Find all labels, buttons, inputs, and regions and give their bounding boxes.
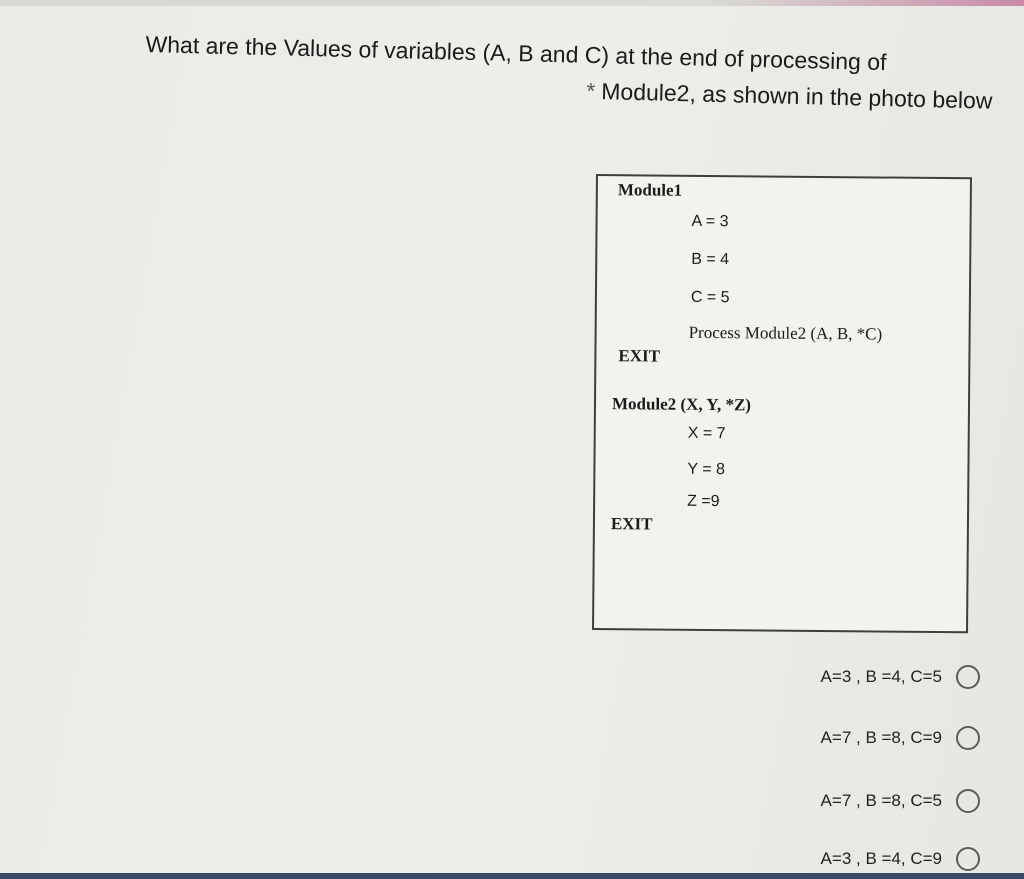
- module2-header: Module2 (X, Y, *Z): [611, 394, 752, 415]
- bottom-border-strip: [0, 873, 1024, 879]
- module1-exit: EXIT: [618, 346, 661, 366]
- answer-option-1-radio[interactable]: [956, 665, 980, 689]
- answer-option-3-label: A=7 , B =8, C=5: [820, 791, 942, 810]
- answer-option-4-radio[interactable]: [956, 847, 980, 871]
- question-line-2-text: Module2, as shown in the photo below: [601, 78, 993, 114]
- module1-line-a: A = 3: [691, 212, 729, 231]
- module2-line-x: X = 7: [687, 424, 726, 443]
- answer-option-2[interactable]: [700, 722, 980, 754]
- answer-option-4-label: A=3 , B =4, C=9: [820, 849, 942, 868]
- answer-option-2-radio[interactable]: [956, 726, 980, 750]
- answer-option-4[interactable]: [700, 843, 980, 875]
- required-marker: *: [586, 77, 596, 104]
- module2-exit: EXIT: [610, 514, 653, 534]
- question-image-code-box: [592, 174, 972, 633]
- module1-line-b: B = 4: [691, 250, 730, 269]
- top-border-strip: [0, 0, 1024, 6]
- module1-header: Module1: [617, 180, 683, 200]
- answer-option-2-label: A=7 , B =8, C=9: [820, 728, 942, 747]
- answer-option-3[interactable]: [700, 785, 980, 817]
- module1-line-c: C = 5: [690, 288, 730, 307]
- question-text: [144, 28, 993, 118]
- module2-line-y: Y = 8: [687, 460, 726, 479]
- answer-option-3-radio[interactable]: [956, 789, 980, 813]
- module2-line-z: Z =9: [687, 492, 720, 511]
- module1-process-call: Process Module2 (A, B, *C): [688, 322, 883, 344]
- question-line-1: What are the Values of variables (A, B and C) at the end of processing of: [145, 30, 887, 76]
- answer-option-1[interactable]: [700, 661, 980, 693]
- answer-option-1-label: A=3 , B =4, C=5: [820, 667, 942, 686]
